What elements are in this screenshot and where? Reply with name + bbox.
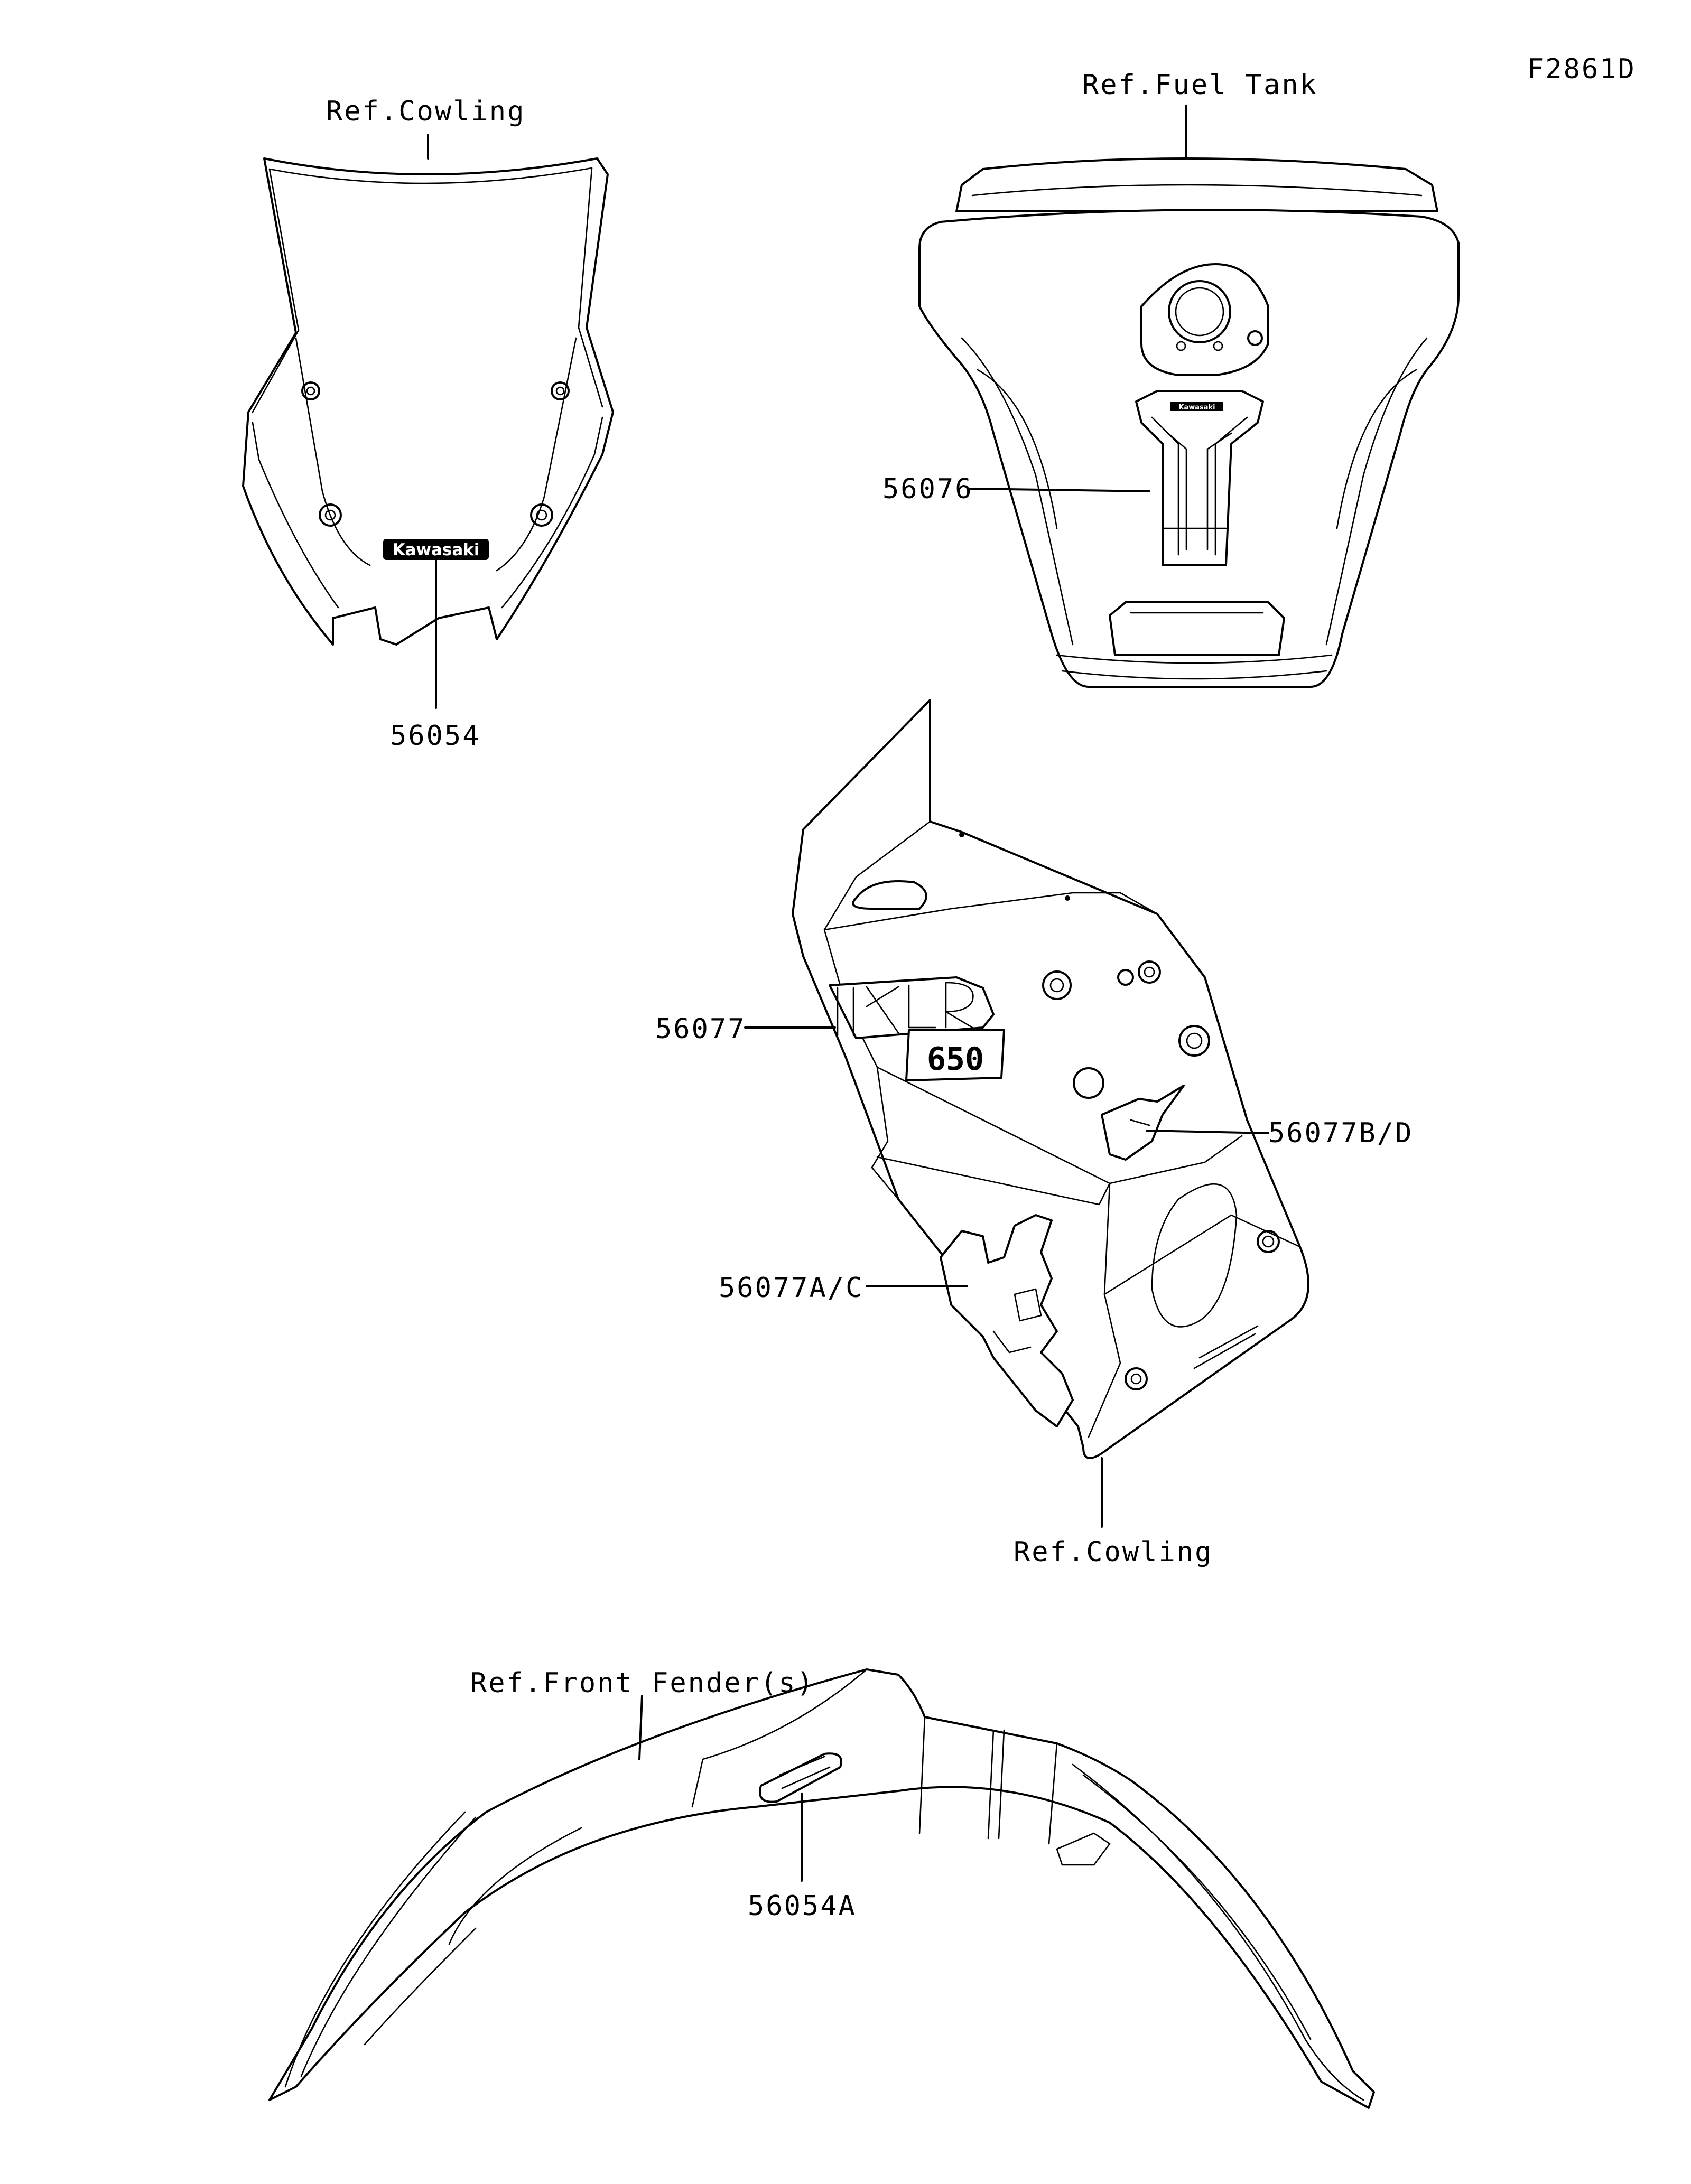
part-56077a-c: 56077A/C	[719, 1272, 864, 1304]
part-56076: 56076	[882, 473, 973, 505]
ref-cowling-bottom: Ref.Cowling	[1014, 1536, 1213, 1568]
part-56077b-d: 56077B/D	[1268, 1117, 1414, 1149]
part-56077: 56077	[655, 1013, 746, 1045]
front-fender-group	[270, 1667, 1374, 2108]
windshield-outline	[243, 158, 613, 645]
front-fender-outline	[270, 1669, 1374, 2108]
diagram-id: F2861D	[1527, 53, 1636, 85]
svg-text:Kawasaki: Kawasaki	[392, 540, 480, 559]
windshield-group	[243, 96, 613, 752]
fuel-tank-group	[882, 69, 1458, 687]
side-cowling-group	[655, 700, 1413, 1568]
ref-front-fender: Ref.Front Fender(s)	[470, 1667, 815, 1699]
windshield-kawasaki-decal	[383, 539, 489, 560]
ref-cowling-top: Ref.Cowling	[326, 96, 526, 127]
svg-text:Kawasaki: Kawasaki	[1178, 404, 1215, 412]
ref-fuel-tank: Ref.Fuel Tank	[1082, 69, 1318, 101]
svg-text:650: 650	[926, 1041, 984, 1078]
side-cowling-outline	[793, 700, 1308, 1458]
part-56054a: 56054A	[748, 1890, 857, 1922]
part-56054: 56054	[390, 720, 481, 752]
